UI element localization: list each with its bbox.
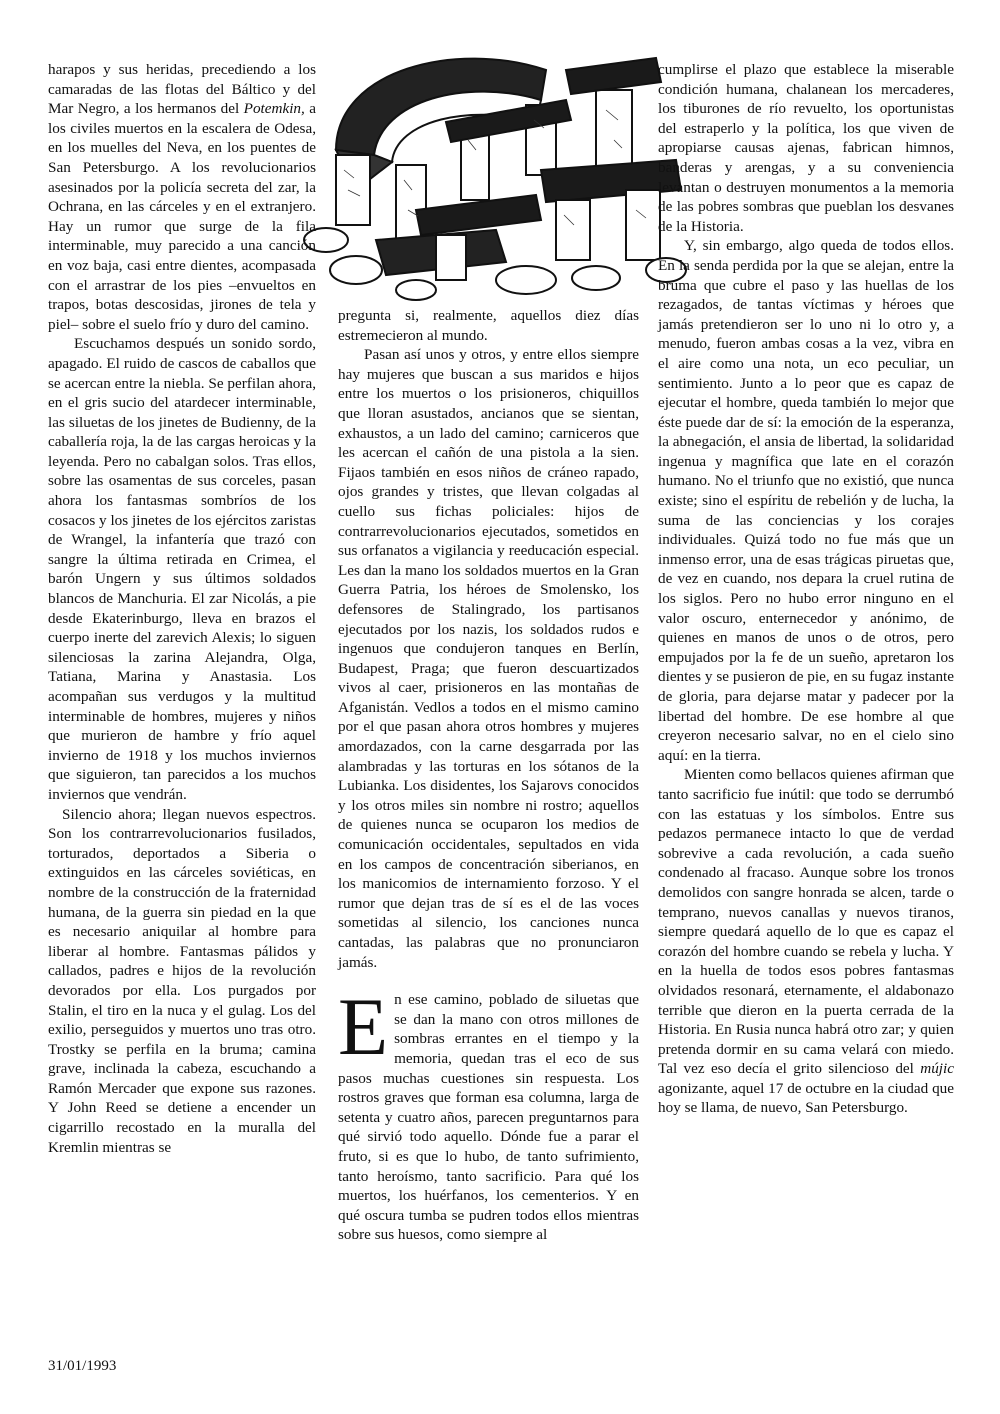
column-left [48,60,316,1157]
paragraph [48,60,316,334]
paragraph: Pasan así unos y otros, y entre ellos siempre hay mujeres que buscan a sus maridos e hijos entre los muertos o los prisioneros, chiquillos que lloran asustados, ancianos que se sientan, exhaustos, a un lado del camino; carniceros que les acercan el cañón de una pistola a la sien. Fijaos también en esos niños de cráneo rapado, ojos grandes y tristes, que llevan colgadas al cuello sus fichas policiales: hijos de contrarrevolucionarios ejecutados, sometidos en sus orfanatos a vigilancia y reeducación especial. Les dan la mano los soldados muertos en la Gran Guerra Patria, los héroes de Smolensko, los defensores de Stalingrado, los partisanos ejecutados por los nazis, los soldados rudos e ingenuos que condujeron tanques en Berlín, Budapest, Praga; que fueron descuartizados vivos al caer, prisioneros en las montañas de Afganistán. Vedlos a todos en el mismo camino por el que pasan ahora otros hombres y mujeres amordazados, con la carne desgarrada por las alambradas y las torturas en los sótanos de la Lubianka. Los disidentes, los Sajarovs conocidos y los otros miles sin nombre ni rostro; aquellos de quienes nunca se ocuparon los medios de comunicación occidentales, sepultados en vida en los campos de concentración siberianos, en los manicomios de internamiento forzoso. Y el rumor que dejan tras de sí es el de las voces sometidas al silencio, los canciones nunca cantadas, las palabras que no pronunciaron jamás. [338,346,639,971]
text-run: n ese camino, poblado de siluetas que se dan la mano con otros millones de sombras errantes en el tiempo y la memoria, quedan tras el eco de sus pasos muchas cuestiones sin respuesta. Los rostros graves que forman esa columna, larga de setenta y cuatro años, parecen preguntarnos para qué sirvió todo aquello. Dónde fue a parar el fruto, si es que lo hubo, de tanto sufrimiento, tanto heroísmo, tanto sacrificio. Para qué los muertos, los huérfanos, los cementerios. Y en qué oscura tumba se pudren todos ellos mientras sobre sus huesos, como siempre al [338,991,639,1244]
text-run: agonizante, aquel 17 de octubre en la ciudad que hoy se llama, de nuevo, San Petersburgo. [658,1079,954,1117]
publication-date: 31/01/1993 [48,1358,117,1374]
column-right [658,60,954,1118]
paragraph: Silencio ahora; llegan nuevos espectros. Son los contrarrevolucionarios fusilados, torturados, deportados a Siberia o extinguidos en las cárceles soviéticas, en nombre de la construcción de la fraternidad humana, de la guerra sin piedad en la que es necesario aniquilar al hombre para liberar al hombre. Fantasmas pálidos y callados, padres e hijos de la revolución devorados por ella. Los purgados por Stalin, el tiro en la nuca y el gulag. Los del exilio, perseguidos y muertos uno tras otro. Trostky se perfila en la bruma; camina grave, inclinada la cabeza, escuchando a Ramón Mercader que expone sus razones. Y John Reed se detiene a encender un cigarrillo recostado en la muralla del Kremlin mientras se [48,805,316,1156]
text-run: Mienten como bellacos quienes afirman que tanto sacrificio fue inútil: que todo se derrumbó con las estatuas y los símbolos. Entre sus pedazos permanece intacto lo que de verdad sobrevive a cada revolución, a cada sueño condenado al fracaso. Aunque sobre los tronos demolidos con sangre honrada se alcen, tarde o temprano, nuevos canallas y nuevos tiranos, siempre quedará aquello de lo que es capaz el corazón del hombre cuando se rebela y lucha. Y en la huella de todos esos pobres fantasmas olvidados resonará, eternamente, el aldabonazo terrible que dieron en la puerta cerrada de la Historia. En Rusia nunca habrá otro zar; y quien pretenda dormir en su cama velará con miedo. Tal vez eso decía el grito silencioso del [658,766,954,1078]
paragraph [658,765,954,1118]
drop-cap: E [338,981,387,1073]
italic-text: Potemkin, [243,100,305,118]
paragraph: Y, sin embargo, algo queda de todos ellos. En la senda perdida por la que se alejan, entre la bruma que cubre el paso y las huellas de los rezagados, de tantas víctimas y héroes que jamás pretendieron ser lo uno ni lo otro y, a menudo, fueron ambas cosas a la vez, vibra en el aire como una nota, un eco peculiar, un sentimiento. Junto a lo peor que es capaz de ejecutar el hombre, queda también lo mejor que éste puede dar de sí: la emoción de la esperanza, la abnegación, el ansia de libertad, la solidaridad ingenua y magnífica que late en el corazón humano. No el triunfo que no existió, que nunca existe; sino el espíritu de rebelión y de lucha, la suma de las conciencias y los corajes individuales. Quizá todo no fue más que un inmenso error, una de esas trágicas piruetas que, de vez en cuando, nos depara la cruel rutina de los siglos. Pero no hubo error ninguno en el valor oscuro, enternecedor y anónimo, de quienes en manos de unos o de otros, pero empujados por la fe de un sueño, apretaron los dientes y se pusieron de pie, en su fugaz instante de gloria, para dejarse matar y padecer por la libertad del hombre. De ese hombre al que creyeron necesario salvar, no en el cielo sino aquí: en la tierra. [658,237,954,764]
paragraph: Escuchamos después un sonido sordo, apagado. El ruido de cascos de caballos que se acercan entre la niebla. Se perfilan ahora, en el gris sucio del atardecer interminable, las siluetas de los jinetes de Budienny, de la caballería roja, la de las cargas heroicas y la leyenda. Pero no cabalgan solos. Tras ellos, sobre las osamentas de sus corceles, pasan ahora los fantasmas sombríos de los cosacos y los jinetes de los ejércitos zaristas de Wrangel, la infantería que trazó con sangre la última retirada en Crimea, el barón Ungern y sus últimos soldados blancos de Manchuria. El zar Nicolás, a pie desde Ekaterinburgo, lleva en brazos el cuerpo inerte del zarevich Alexis; lo siguen silenciosas la zarina Alejandra, Olga, Tatiana, Marina y Anastasia. Los acompañan sus verdugos y la multitud interminable de hombres, mujeres y niños que murieron de hambre y frío aquel invierno de 1918 y los muchos inviernos que siguieron, tan parecidos a los muchos inviernos que vendrán. [48,335,316,803]
paragraph [338,981,639,1245]
column-middle [338,306,639,1245]
text-run: harapos y sus heridas, precediendo a los camaradas de las flotas del Báltico y del Mar Negro, a los hermanos del [48,61,316,118]
text-run: a los civiles muertos en la escalera de Odesa, en los muelles del Neva, en los puentes de San Petersburgo. A los revolucionarios asesinados por la policía secreta del zar, la Ochrana, en las cárceles y en el extranjero. Hay un rumor que surge de la fila interminable, muy parecido a una canción en voz baja, casi entre dientes, acompasada con el arrastrar de los pies –envueltos en trapos, botas descosidas, jirones de tela y piel– sobre el suelo frío y duro del camino. [48,100,316,333]
broken-hammer-sickle-stone-monument-icon [296,30,690,305]
paragraph: pregunta si, realmente, aquellos diez días estremecieron al mundo. [338,307,639,344]
paragraph: cumplirse el plazo que establece la miserable condición humana, chalanean los mercaderes, los tiburones de río revuelto, los oportunistas del estraperlo y la política, los que viven de apropiarse causas ajenas, fabrican himnos, banderas y arengas, y a su conveniencia levantan o destruyen monumentos a la memoria de las pobres sombras que pueblan los desvanes de la Historia. [658,61,954,235]
italic-text: mújic [920,1060,954,1078]
